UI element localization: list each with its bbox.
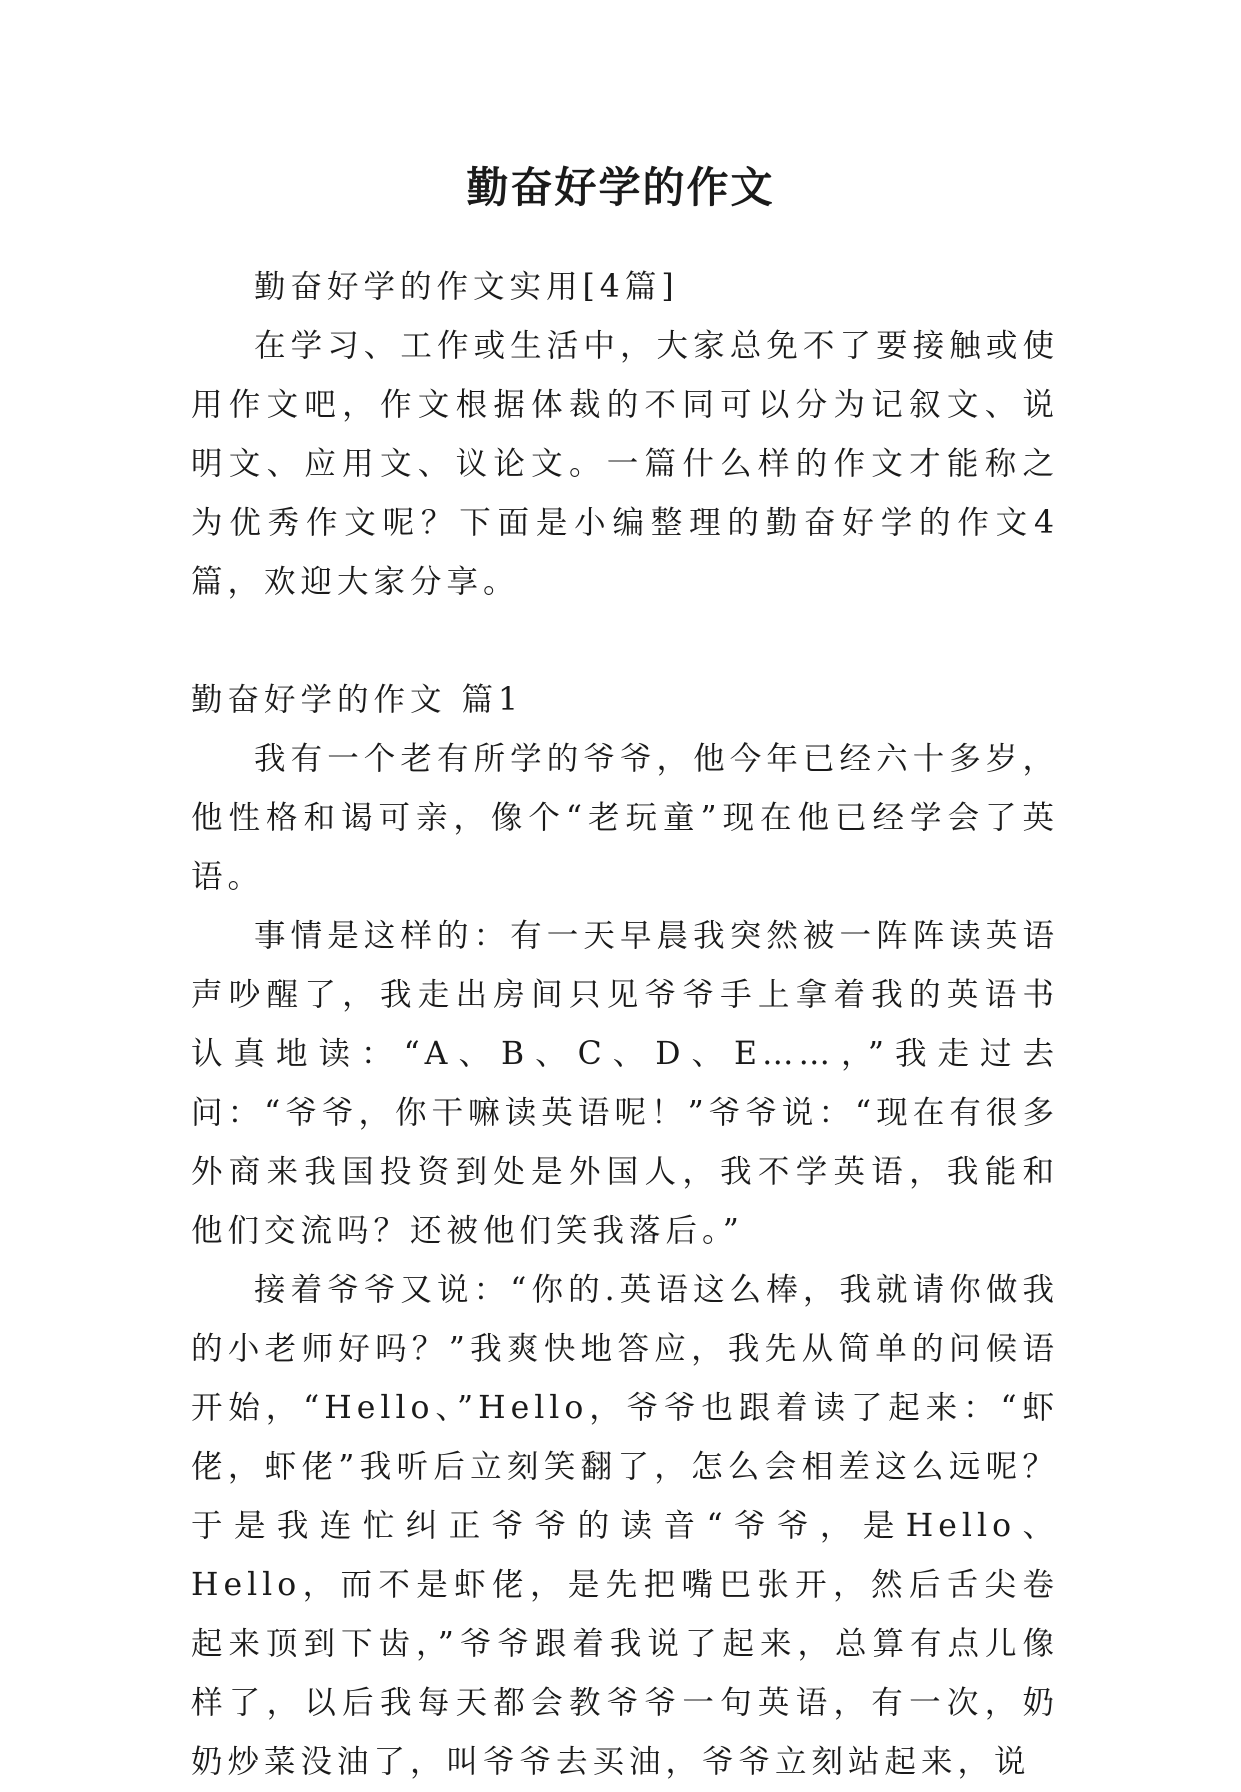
document-body	[191, 258, 1059, 1792]
body-paragraph-3: 接着爷爷又说：“你的.英语这么棒，我就请你做我的小老师好吗？”我爽快地答应，我先从简单的问候语开始，“Hello、”Hello，爷爷也跟着读了起来：“虾佬，虾佬”我听后立刻笑翻了，怎么会相差这么远呢？于是我连忙纠正爷爷的读音“爷爷，是Hello、Hello，而不是虾佬，是先把嘴巴张开，然后舌尖卷起来顶到下齿，”爷爷跟着我说了起来，总算有点儿像样了，以后我每天都会教爷爷一句英语，有一次，奶奶炒菜没油了，叫爷爷去买油，爷爷立刻站起来，说	[191, 1272, 1059, 1780]
intro-paragraph: 在学习、工作或生活中，大家总免不了要接触或使用作文吧，作文根据体裁的不同可以分为记叙文、说明文、应用文、议论文。一篇什么样的作文才能称之为优秀作文呢？下面是小编整理的勤奋好学的作文4篇，欢迎大家分享。	[191, 328, 1059, 600]
section-heading: 勤奋好学的作文 篇1	[191, 682, 524, 718]
document-subtitle: 勤奋好学的作文实用[4篇]	[254, 269, 679, 305]
body-paragraph-1: 我有一个老有所学的爷爷，他今年已经六十多岁，他性格和谒可亲，像个“老玩童”现在他已经学会了英语。	[191, 741, 1059, 895]
body-paragraph-2: 事情是这样的：有一天早晨我突然被一阵阵读英语声吵醒了，我走出房间只见爷爷手上拿着我的英语书认真地读：“A、B、C、D、E……，”我走过去问：“爷爷，你干嘛读英语呢！”爷爷说：“现在有很多外商来我国投资到处是外国人，我不学英语，我能和他们交流吗？还被他们笑我落后。”	[191, 918, 1059, 1249]
document-title: 勤奋好学的作文	[466, 163, 775, 212]
